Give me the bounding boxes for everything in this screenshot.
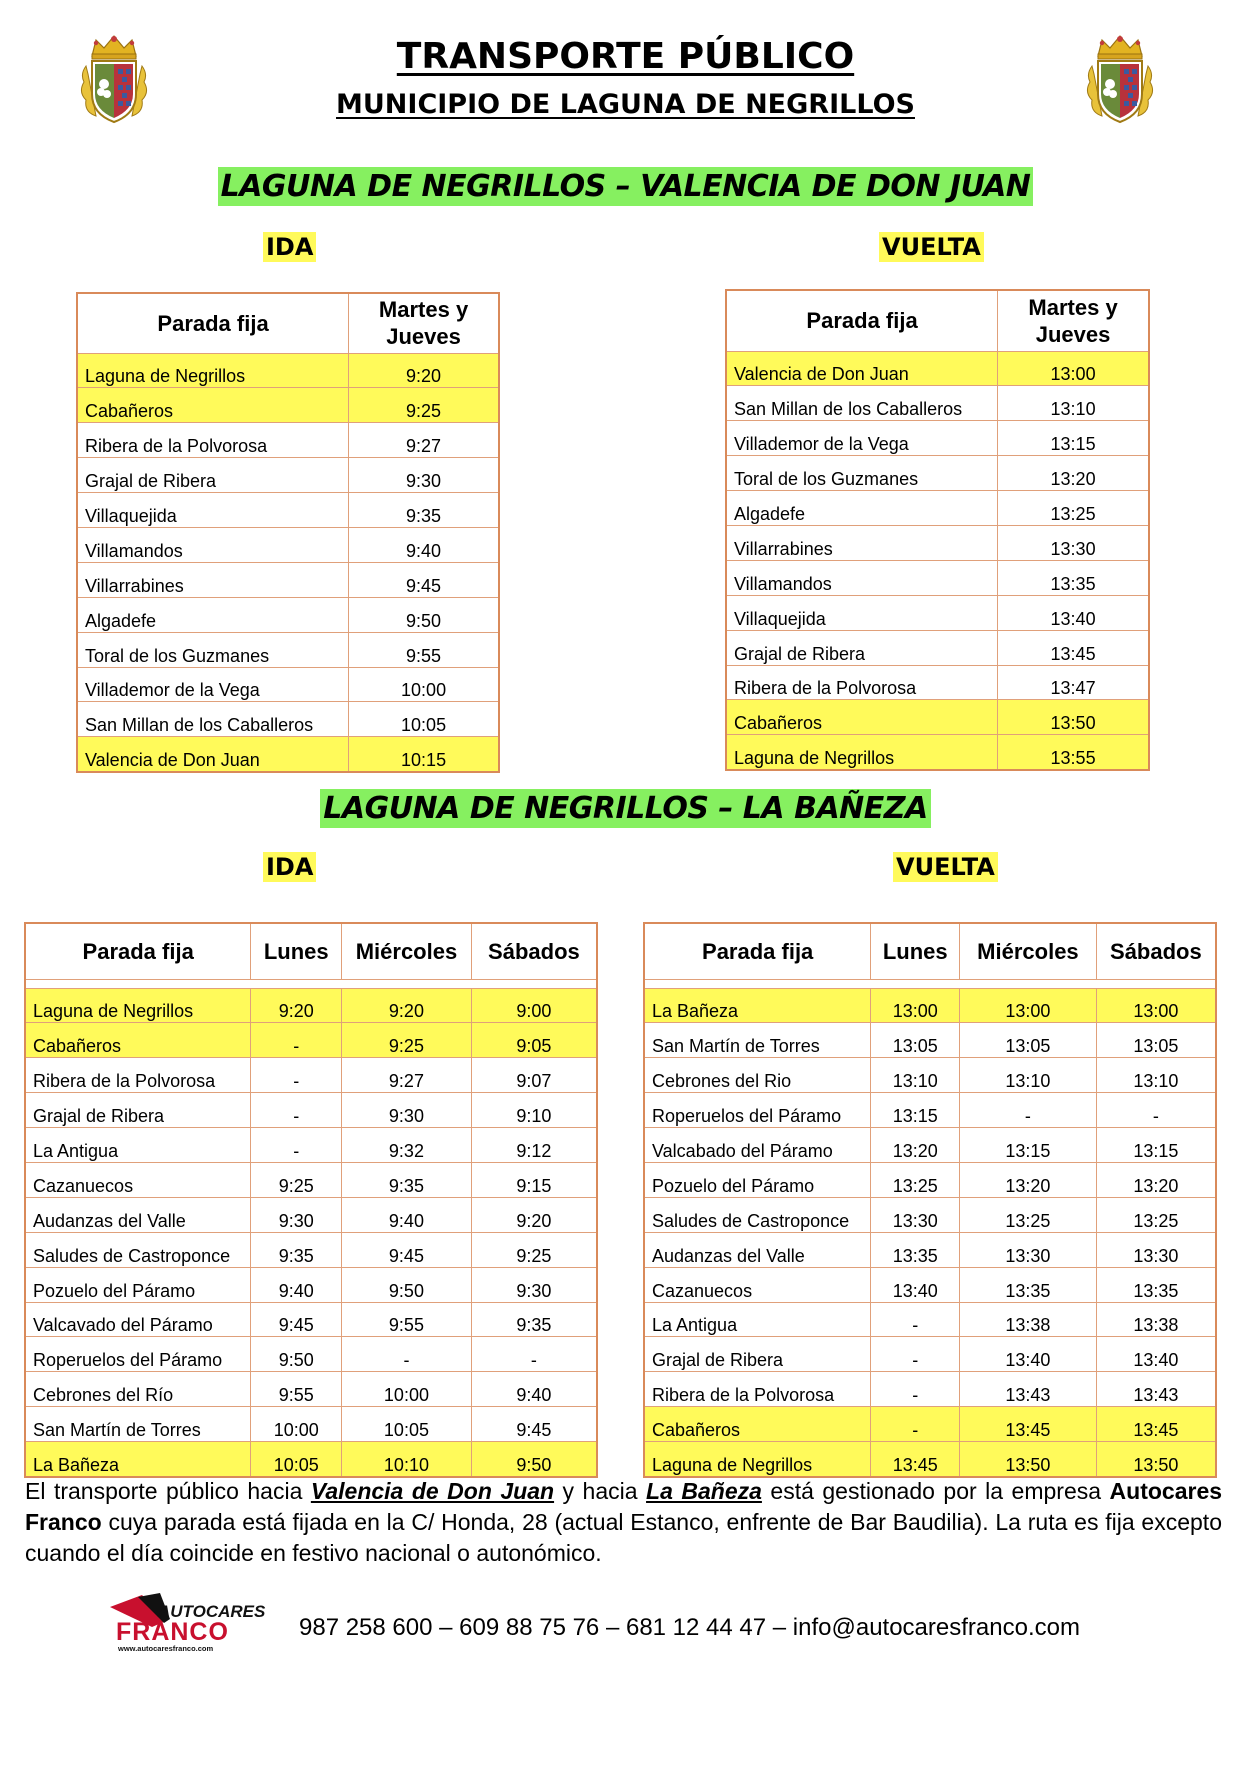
stop-name: Algadefe xyxy=(77,597,349,632)
stop-name: Valcavado del Páramo xyxy=(25,1302,251,1337)
stop-name: Ribera de la Polvorosa xyxy=(25,1058,251,1093)
stop-name: Laguna de Negrillos xyxy=(644,1442,871,1477)
table-row xyxy=(726,630,1149,665)
table-row xyxy=(726,491,1149,526)
table-row xyxy=(644,1023,1216,1058)
departure-time-mie: 13:45 xyxy=(960,1407,1097,1442)
col-header-miercoles: Miércoles xyxy=(960,923,1097,979)
col-header-days: Martes y Jueves xyxy=(998,290,1149,351)
stop-name: Roperuelos del Páramo xyxy=(25,1337,251,1372)
table-row xyxy=(25,1232,597,1267)
departure-time-mie: 9:55 xyxy=(342,1302,472,1337)
col-header-miercoles: Miércoles xyxy=(342,923,472,979)
table-row xyxy=(25,1267,597,1302)
table-row xyxy=(25,1407,597,1442)
stop-name: Toral de los Guzmanes xyxy=(77,632,349,667)
col-header-stop: Parada fija xyxy=(644,923,871,979)
departure-time-t: 13:30 xyxy=(998,525,1149,560)
table-row xyxy=(25,1093,597,1128)
stop-name: Ribera de la Polvorosa xyxy=(726,665,998,700)
company-name: Autocares Franco xyxy=(25,1478,1223,1535)
stop-name: Cazanuecos xyxy=(644,1267,871,1302)
stop-name: Villamandos xyxy=(726,560,998,595)
departure-time-lun: - xyxy=(871,1337,960,1372)
departure-time-sab: 9:45 xyxy=(471,1407,597,1442)
col-header-sabados: Sábados xyxy=(1096,923,1216,979)
route2-title: LAGUNA DE NEGRILLOS – LA BAÑEZA xyxy=(0,791,1251,826)
departure-time-mie: 10:10 xyxy=(342,1442,472,1477)
departure-time-lun: - xyxy=(251,1023,342,1058)
departure-time-mie: 13:25 xyxy=(960,1197,1097,1232)
table-row xyxy=(25,1162,597,1197)
departure-time-sab: 13:35 xyxy=(1096,1267,1216,1302)
stop-name: Cabañeros xyxy=(25,1023,251,1058)
departure-time-lun: 9:25 xyxy=(251,1162,342,1197)
departure-time-mie: 9:25 xyxy=(342,1023,472,1058)
departure-time-sab: 13:00 xyxy=(1096,988,1216,1023)
route1-title: LAGUNA DE NEGRILLOS – VALENCIA DE DON JUAN xyxy=(0,169,1251,204)
departure-time-mie: 13:15 xyxy=(960,1128,1097,1163)
table-row xyxy=(644,1162,1216,1197)
departure-time-t: 13:00 xyxy=(998,351,1149,386)
table-row xyxy=(77,597,499,632)
departure-time-sab: 13:30 xyxy=(1096,1232,1216,1267)
departure-time-lun: - xyxy=(251,1058,342,1093)
table-row xyxy=(77,527,499,562)
departure-time-t: 9:20 xyxy=(349,353,499,388)
table-row xyxy=(726,595,1149,630)
stop-name: La Antigua xyxy=(25,1128,251,1163)
stop-name: Roperuelos del Páramo xyxy=(644,1093,871,1128)
departure-time-sab: 13:50 xyxy=(1096,1442,1216,1477)
departure-time-mie: - xyxy=(342,1337,472,1372)
service-notice: El transporte público hacia Valencia de Don Juan y hacia La Bañeza está gestionado por la empresa Autocares Franco cuya parada está fijada en la C/ Honda, 28 (actual Estanco, enfrente de Bar Baudilia). La ruta es fija excepto cuando el día coincide en festivo nacional o autonómico. xyxy=(25,1478,1223,1566)
departure-time-lun: 9:55 xyxy=(251,1372,342,1407)
departure-time-t: 13:10 xyxy=(998,386,1149,421)
departure-time-sab: 9:12 xyxy=(471,1128,597,1163)
table-row xyxy=(77,737,499,772)
col-header-stop: Parada fija xyxy=(77,293,349,353)
departure-time-t: 13:50 xyxy=(998,700,1149,735)
departure-time-sab: 9:07 xyxy=(471,1058,597,1093)
table-row xyxy=(644,1058,1216,1093)
table-row xyxy=(25,1197,597,1232)
departure-time-t: 10:15 xyxy=(349,737,499,772)
table-row xyxy=(726,421,1149,456)
stop-name: Ribera de la Polvorosa xyxy=(77,423,349,458)
destination-la-baneza: La Bañeza xyxy=(646,1478,762,1504)
spacer-cell xyxy=(644,979,1216,988)
stop-name: Grajal de Ribera xyxy=(77,458,349,493)
departure-time-t: 10:00 xyxy=(349,667,499,702)
table-row xyxy=(25,1372,597,1407)
departure-time-t: 9:55 xyxy=(349,632,499,667)
stop-name: Valencia de Don Juan xyxy=(77,737,349,772)
departure-time-t: 13:15 xyxy=(998,421,1149,456)
departure-time-mie: 10:05 xyxy=(342,1407,472,1442)
departure-time-sab: 9:05 xyxy=(471,1023,597,1058)
departure-time-lun: 13:30 xyxy=(871,1197,960,1232)
departure-time-mie: 13:50 xyxy=(960,1442,1097,1477)
table-row xyxy=(25,988,597,1023)
route2-ida-label: IDA xyxy=(263,853,316,881)
table-row xyxy=(644,1337,1216,1372)
stop-name: Villaquejida xyxy=(726,595,998,630)
departure-time-t: 13:20 xyxy=(998,456,1149,491)
departure-time-lun: 9:40 xyxy=(251,1267,342,1302)
stop-name: Cebrones del Rio xyxy=(644,1058,871,1093)
stop-name: Cazanuecos xyxy=(25,1162,251,1197)
stop-name: Valencia de Don Juan xyxy=(726,351,998,386)
page-title: TRANSPORTE PÚBLICO xyxy=(396,36,855,77)
departure-time-t: 9:27 xyxy=(349,423,499,458)
table-row xyxy=(644,1197,1216,1232)
departure-time-lun: 13:05 xyxy=(871,1023,960,1058)
departure-time-lun: - xyxy=(871,1302,960,1337)
table-spacer-row xyxy=(644,979,1216,988)
departure-time-sab: 9:40 xyxy=(471,1372,597,1407)
stop-name: San Martín de Torres xyxy=(644,1023,871,1058)
departure-time-lun: - xyxy=(871,1372,960,1407)
table-row xyxy=(726,735,1149,770)
departure-time-sab: 9:00 xyxy=(471,988,597,1023)
departure-time-lun: - xyxy=(871,1407,960,1442)
departure-time-sab: 13:45 xyxy=(1096,1407,1216,1442)
table-spacer-row xyxy=(25,979,597,988)
departure-time-mie: 9:20 xyxy=(342,988,472,1023)
departure-time-t: 13:55 xyxy=(998,735,1149,770)
contact-info: 987 258 600 – 609 88 75 76 – 681 12 44 47 – info@autocaresfranco.com xyxy=(299,1614,1080,1641)
route2-vuelta-table xyxy=(643,922,1217,1478)
departure-time-sab: - xyxy=(1096,1093,1216,1128)
departure-time-sab: 13:43 xyxy=(1096,1372,1216,1407)
table-row xyxy=(25,1302,597,1337)
stop-name: Villarrabines xyxy=(77,562,349,597)
departure-time-lun: 13:25 xyxy=(871,1162,960,1197)
departure-time-t: 9:25 xyxy=(349,388,499,423)
departure-time-mie: 9:35 xyxy=(342,1162,472,1197)
departure-time-lun: 9:20 xyxy=(251,988,342,1023)
col-header-sabados: Sábados xyxy=(471,923,597,979)
departure-time-sab: 13:15 xyxy=(1096,1128,1216,1163)
table-row xyxy=(25,1128,597,1163)
table-row xyxy=(644,988,1216,1023)
route1-vuelta-table xyxy=(725,289,1150,771)
stop-name: Cabañeros xyxy=(726,700,998,735)
stop-name: San Martín de Torres xyxy=(25,1407,251,1442)
stop-name: Villademor de la Vega xyxy=(726,421,998,456)
departure-time-t: 9:40 xyxy=(349,527,499,562)
departure-time-t: 13:45 xyxy=(998,630,1149,665)
table-row xyxy=(726,525,1149,560)
table-row xyxy=(77,562,499,597)
departure-time-sab: 9:30 xyxy=(471,1267,597,1302)
table-row xyxy=(77,493,499,528)
col-header-stop: Parada fija xyxy=(726,290,998,351)
table-row xyxy=(644,1267,1216,1302)
departure-time-t: 13:35 xyxy=(998,560,1149,595)
departure-time-lun: - xyxy=(251,1128,342,1163)
departure-time-t: 9:35 xyxy=(349,493,499,528)
departure-time-lun: 13:10 xyxy=(871,1058,960,1093)
departure-time-lun: 9:30 xyxy=(251,1197,342,1232)
departure-time-mie: 9:27 xyxy=(342,1058,472,1093)
table-row xyxy=(77,632,499,667)
departure-time-mie: 13:40 xyxy=(960,1337,1097,1372)
departure-time-sab: 13:40 xyxy=(1096,1337,1216,1372)
route1-ida-label: IDA xyxy=(263,233,316,261)
departure-time-lun: 9:50 xyxy=(251,1337,342,1372)
departure-time-sab: 9:15 xyxy=(471,1162,597,1197)
stop-name: Valcabado del Páramo xyxy=(644,1128,871,1163)
departure-time-t: 9:30 xyxy=(349,458,499,493)
stop-name: La Antigua xyxy=(644,1302,871,1337)
stop-name: Grajal de Ribera xyxy=(25,1093,251,1128)
departure-time-sab: 9:35 xyxy=(471,1302,597,1337)
departure-time-lun: 13:40 xyxy=(871,1267,960,1302)
spacer-cell xyxy=(25,979,597,988)
departure-time-lun: 10:00 xyxy=(251,1407,342,1442)
table-row xyxy=(644,1232,1216,1267)
col-header-stop: Parada fija xyxy=(25,923,251,979)
stop-name: San Millan de los Caballeros xyxy=(726,386,998,421)
table-row xyxy=(726,351,1149,386)
stop-name: Villamandos xyxy=(77,527,349,562)
departure-time-mie: 13:00 xyxy=(960,988,1097,1023)
stop-name: Saludes de Castroponce xyxy=(25,1232,251,1267)
stop-name: Laguna de Negrillos xyxy=(77,353,349,388)
svg-text:FRANCO: FRANCO xyxy=(116,1618,229,1646)
stop-name: Cabañeros xyxy=(644,1407,871,1442)
stop-name: Pozuelo del Páramo xyxy=(644,1162,871,1197)
svg-text:www.autocaresfranco.com: www.autocaresfranco.com xyxy=(118,1644,214,1653)
departure-time-sab: 9:25 xyxy=(471,1232,597,1267)
stop-name: Laguna de Negrillos xyxy=(726,735,998,770)
stop-name: Saludes de Castroponce xyxy=(644,1197,871,1232)
svg-text:AUTOCARES: AUTOCARES xyxy=(158,1602,266,1621)
table-row xyxy=(644,1442,1216,1477)
table-row xyxy=(77,353,499,388)
stop-name: Grajal de Ribera xyxy=(726,630,998,665)
col-header-days: Martes y Jueves xyxy=(349,293,499,353)
departure-time-mie: 13:38 xyxy=(960,1302,1097,1337)
stop-name: Audanzas del Valle xyxy=(25,1197,251,1232)
stop-name: Villaquejida xyxy=(77,493,349,528)
table-row xyxy=(644,1302,1216,1337)
table-row xyxy=(726,560,1149,595)
table-row xyxy=(644,1128,1216,1163)
departure-time-mie: 13:20 xyxy=(960,1162,1097,1197)
departure-time-lun: - xyxy=(251,1093,342,1128)
departure-time-sab: 13:10 xyxy=(1096,1058,1216,1093)
table-row xyxy=(77,458,499,493)
departure-time-t: 13:47 xyxy=(998,665,1149,700)
departure-time-lun: 13:15 xyxy=(871,1093,960,1128)
departure-time-t: 9:45 xyxy=(349,562,499,597)
departure-time-t: 13:25 xyxy=(998,491,1149,526)
stop-name: Audanzas del Valle xyxy=(644,1232,871,1267)
stop-name: Cebrones del Río xyxy=(25,1372,251,1407)
departure-time-lun: 10:05 xyxy=(251,1442,342,1477)
table-row xyxy=(25,1442,597,1477)
departure-time-sab: 13:05 xyxy=(1096,1023,1216,1058)
departure-time-mie: 9:30 xyxy=(342,1093,472,1128)
departure-time-t: 10:05 xyxy=(349,702,499,737)
departure-time-mie: 13:05 xyxy=(960,1023,1097,1058)
departure-time-sab: 9:20 xyxy=(471,1197,597,1232)
table-row xyxy=(726,700,1149,735)
departure-time-mie: - xyxy=(960,1093,1097,1128)
table-row xyxy=(726,665,1149,700)
stop-name: La Bañeza xyxy=(644,988,871,1023)
table-row xyxy=(644,1372,1216,1407)
route2-ida-table xyxy=(24,922,598,1478)
departure-time-lun: 13:45 xyxy=(871,1442,960,1477)
departure-time-sab: 13:38 xyxy=(1096,1302,1216,1337)
page-subtitle: MUNICIPIO DE LAGUNA DE NEGRILLOS xyxy=(336,89,915,120)
departure-time-mie: 9:40 xyxy=(342,1197,472,1232)
destination-valencia: Valencia de Don Juan xyxy=(310,1478,555,1504)
departure-time-sab: 13:25 xyxy=(1096,1197,1216,1232)
table-row xyxy=(77,423,499,458)
route2-vuelta-label: VUELTA xyxy=(893,853,998,881)
departure-time-sab: - xyxy=(471,1337,597,1372)
departure-time-t: 9:50 xyxy=(349,597,499,632)
stop-name: Cabañeros xyxy=(77,388,349,423)
departure-time-t: 13:40 xyxy=(998,595,1149,630)
route1-ida-table xyxy=(76,292,500,773)
stop-name: San Millan de los Caballeros xyxy=(77,702,349,737)
departure-time-mie: 9:45 xyxy=(342,1232,472,1267)
col-header-lunes: Lunes xyxy=(871,923,960,979)
table-row xyxy=(77,667,499,702)
stop-name: Laguna de Negrillos xyxy=(25,988,251,1023)
departure-time-sab: 13:20 xyxy=(1096,1162,1216,1197)
departure-time-lun: 13:20 xyxy=(871,1128,960,1163)
table-row xyxy=(77,702,499,737)
table-row xyxy=(77,388,499,423)
stop-name: La Bañeza xyxy=(25,1442,251,1477)
table-row xyxy=(25,1023,597,1058)
table-row xyxy=(644,1407,1216,1442)
departure-time-sab: 9:10 xyxy=(471,1093,597,1128)
table-row xyxy=(726,456,1149,491)
autocares-franco-logo xyxy=(108,1593,276,1657)
table-row xyxy=(726,386,1149,421)
departure-time-lun: 9:35 xyxy=(251,1232,342,1267)
departure-time-mie: 13:30 xyxy=(960,1232,1097,1267)
departure-time-mie: 13:43 xyxy=(960,1372,1097,1407)
departure-time-lun: 13:35 xyxy=(871,1232,960,1267)
table-row xyxy=(25,1337,597,1372)
departure-time-mie: 13:35 xyxy=(960,1267,1097,1302)
stop-name: Algadefe xyxy=(726,491,998,526)
departure-time-mie: 10:00 xyxy=(342,1372,472,1407)
departure-time-mie: 13:10 xyxy=(960,1058,1097,1093)
departure-time-sab: 9:50 xyxy=(471,1442,597,1477)
stop-name: Villademor de la Vega xyxy=(77,667,349,702)
route1-vuelta-label: VUELTA xyxy=(879,233,984,261)
departure-time-lun: 9:45 xyxy=(251,1302,342,1337)
stop-name: Pozuelo del Páramo xyxy=(25,1267,251,1302)
table-row xyxy=(25,1058,597,1093)
departure-time-mie: 9:32 xyxy=(342,1128,472,1163)
stop-name: Toral de los Guzmanes xyxy=(726,456,998,491)
stop-name: Ribera de la Polvorosa xyxy=(644,1372,871,1407)
stop-name: Grajal de Ribera xyxy=(644,1337,871,1372)
departure-time-mie: 9:50 xyxy=(342,1267,472,1302)
table-row xyxy=(644,1093,1216,1128)
departure-time-lun: 13:00 xyxy=(871,988,960,1023)
col-header-lunes: Lunes xyxy=(251,923,342,979)
stop-name: Villarrabines xyxy=(726,525,998,560)
